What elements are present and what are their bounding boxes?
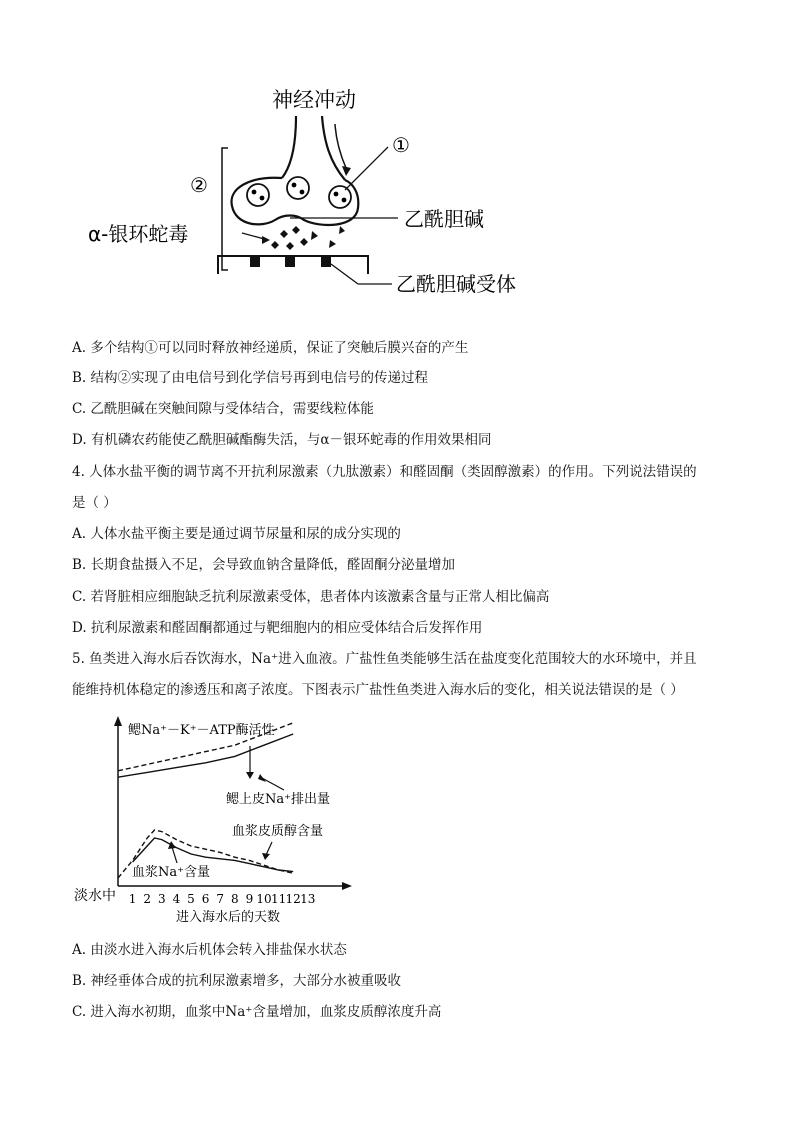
pointer-bungarotoxin (242, 233, 268, 240)
q3-option-d: D. 有机磷农药能使乙酰胆碱酯酶失活，与α－银环蛇毒的作用效果相同 (72, 432, 492, 448)
q3-option-b: B. 结构②实现了由电信号到化学信号再到电信号的传递过程 (72, 370, 429, 386)
arrow-plasma-cortisol (266, 842, 272, 855)
x-tick-label: 1 (128, 892, 137, 906)
y-axis-arrowhead (114, 716, 122, 726)
axon-right-wall (322, 116, 345, 180)
q5-stem-line1: 5. 鱼类进入海水后吞饮海水，Na⁺进入血液。广盐性鱼类能够生活在盐度变化范围较大的水环境中，并且 (72, 651, 697, 667)
acetylcholine-molecules (271, 226, 308, 250)
impulse-arrow (335, 124, 346, 168)
q3-option-c: C. 乙酰胆碱在突触间隙与受体结合，需要线粒体能 (72, 401, 374, 417)
vesicle (287, 177, 309, 199)
series-label-plasma-na: 血浆Na⁺含量 (132, 865, 210, 880)
x-tick-label: 12 (285, 892, 301, 906)
bracket-marker-2 (222, 148, 228, 270)
q4-stem-line1: 4. 人体水盐平衡的调节离不开抗利尿激素（九肽激素）和醛固酮（类固醇激素）的作用。下列说法错误的 (72, 464, 697, 480)
q3-option-a: A. 多个结构①可以同时释放神经递质，保证了突触后膜兴奋的产生 (72, 340, 469, 356)
x-tick-label: 4 (172, 892, 181, 906)
vesicle (329, 186, 351, 208)
q4-option-b: B. 长期食盐摄入不足，会导致血钠含量降低，醛固酮分泌量增加 (72, 557, 456, 573)
series-label-plasma-cortisol: 血浆皮质醇含量 (232, 824, 324, 839)
label-receptor: 乙酰胆碱受体 (396, 272, 516, 296)
arrow-plasma-na-head (168, 841, 176, 849)
q4-option-a: A. 人体水盐平衡主要是通过调节尿量和尿的成分实现的 (72, 526, 401, 542)
chart-ticks (129, 892, 316, 906)
q5-stem-line2: 能维持机体稳定的渗透压和离子浓度。下图表示广盐性鱼类进入海水后的变化，相关说法错误的是（ ） (72, 682, 684, 698)
receptor (250, 256, 260, 267)
x-tick-label: 5 (187, 892, 195, 906)
fish-adaptation-chart (0, 712, 794, 932)
pointer-receptor (331, 264, 358, 284)
x-tick-label: 2 (143, 892, 152, 906)
x-tick-label: 6 (201, 892, 210, 906)
label-marker-1: ① (392, 133, 410, 157)
q5-option-c: C. 进入海水初期，血浆中Na⁺含量增加，血浆皮质醇浓度升高 (72, 1004, 442, 1020)
series-label-gill-atpase: 鳃Na⁺－K⁺－ATP酶活性 (128, 723, 275, 738)
arrow-gill-na-excretion-head (258, 774, 266, 782)
label-bungarotoxin: α-银环蛇毒 (88, 222, 189, 246)
label-nerve-impulse: 神经冲动 (272, 88, 356, 112)
synapse-diagram (0, 0, 794, 320)
x-tick-label: 7 (216, 892, 225, 906)
q4-option-c: C. 若肾脏相应细胞缺乏抗利尿激素受体，患者体内该激素含量与正常人相比偏高 (72, 589, 550, 605)
x-tick-label: 3 (157, 892, 166, 906)
x-tick-label: 9 (245, 892, 254, 906)
axon-left-wall (282, 116, 296, 178)
receptor (321, 256, 331, 267)
receptor (285, 256, 295, 267)
series-gill-na-excretion (118, 734, 293, 777)
x-tick-label: 8 (230, 892, 239, 906)
q4-stem-line2: 是（ ） (72, 495, 117, 511)
x-origin-label: 淡水中 (74, 888, 116, 904)
series-label-gill-na-excretion: 鳃上皮Na⁺排出量 (226, 792, 330, 807)
label-acetylcholine: 乙酰胆碱 (404, 207, 484, 231)
vesicle (247, 184, 269, 206)
q5-option-a: A. 由淡水进入海水后机体会转入排盐保水状态 (72, 942, 347, 958)
arrow-gill-na-excretion (262, 778, 284, 790)
arrow-plasma-cortisol-head (262, 853, 270, 860)
x-tick-label: 11 (270, 892, 287, 906)
x-axis-label: 进入海水后的天数 (176, 910, 281, 925)
label-marker-2: ② (190, 173, 208, 197)
impulse-arrowhead (342, 166, 351, 176)
x-tick-label: 13 (300, 892, 316, 906)
arrow-gill-atpase-head (246, 772, 254, 779)
q4-option-d: D. 抗利尿激素和醛固酮都通过与靶细胞内的相应受体结合后发挥作用 (72, 620, 483, 636)
pointer-marker-1 (345, 147, 388, 190)
x-axis-arrowhead (342, 882, 352, 890)
x-tick-label: 10 (256, 892, 272, 906)
arrow-plasma-na (172, 847, 177, 863)
q5-option-b: B. 神经垂体合成的抗利尿激素增多，大部分水被重吸收 (72, 973, 402, 989)
